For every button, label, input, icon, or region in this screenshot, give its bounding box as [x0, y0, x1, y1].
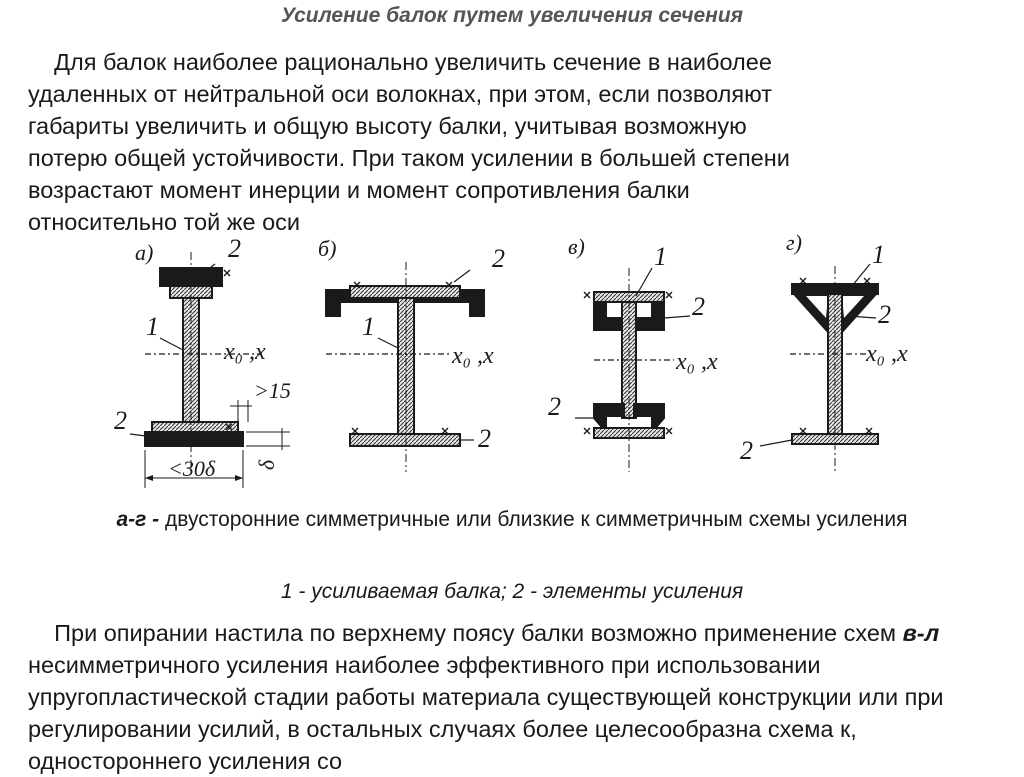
panel-a-thickness: δ: [254, 459, 280, 471]
panel-d-label-bottom: 2: [740, 436, 753, 465]
intro-clip: [0, 0, 1024, 255]
panel-a-axis: x₀ ,x: [224, 339, 266, 365]
intro-paragraph: Для балок наиболее рационально увеличить сечение в наиболее удаленных от нейтральной оси волокнах, при этом, если позволяют габариты увеличить и общую высоту балки, учитывая возможную потерю общей устойчивости. При таком усилении в большей степени возрастают момент инерции и момент сопротивления балки относительно той же оси: [28, 49, 790, 235]
panel-a-label-bottom: 2: [114, 406, 127, 435]
caption-prefix: а-г -: [116, 508, 160, 531]
panel-c-label-bottom: 2: [548, 392, 561, 421]
panel-a-width: <30δ: [168, 456, 216, 481]
panel-a-letter: а): [135, 240, 154, 265]
panel-a-overhang: >15: [254, 378, 291, 403]
para2-part1: При опирании настила по верхнему поясу балки возможно применение схем: [28, 620, 903, 646]
section-a: [130, 252, 290, 488]
section-c: [575, 268, 690, 472]
second-paragraph: [28, 617, 1008, 777]
panel-b-axis: x₀ ,x: [452, 343, 494, 369]
beam-sections-drawing: [0, 222, 1024, 512]
panel-b-label-bottom: 2: [478, 424, 491, 453]
page-title: Усиление балок путем увеличения сечения: [280, 4, 744, 27]
panel-c-letter: в): [568, 234, 585, 259]
para2-part2: несимметричного усиления наиболее эффективного при использовании упругопластической стадии работы материала существующей конструкции или при регулировании усилий, в остальных случаях более целесообразна схема к, одностороннего усиления со: [28, 652, 944, 774]
panel-c-label-top: 1: [654, 242, 667, 271]
figure-caption: [0, 506, 1024, 534]
reinforcement-figure: [0, 222, 1024, 512]
caption-text: двусторонние симметричные или близкие к симметричным схемы усиления: [159, 508, 908, 531]
panel-a-label-top: 2: [228, 234, 241, 263]
panel-c-axis: x₀ ,x: [676, 349, 718, 375]
section-d: [760, 264, 878, 472]
panel-a-label-mid: 1: [146, 312, 159, 341]
panel-c-label-mid: 2: [692, 292, 705, 321]
panel-b-letter: б): [318, 236, 337, 261]
para2-em: в-л: [902, 620, 940, 646]
panel-d-letter: г): [786, 230, 802, 255]
panel-b-label-top: 2: [492, 244, 505, 273]
panel-b-label-mid: 1: [362, 312, 375, 341]
panel-d-label-top: 1: [872, 240, 885, 269]
panel-d-axis: x₀ ,x: [866, 341, 908, 367]
figure-legend: 1 - усиливаемая балка; 2 - элементы усиления: [280, 580, 744, 603]
panel-d-label-mid: 2: [878, 300, 891, 329]
